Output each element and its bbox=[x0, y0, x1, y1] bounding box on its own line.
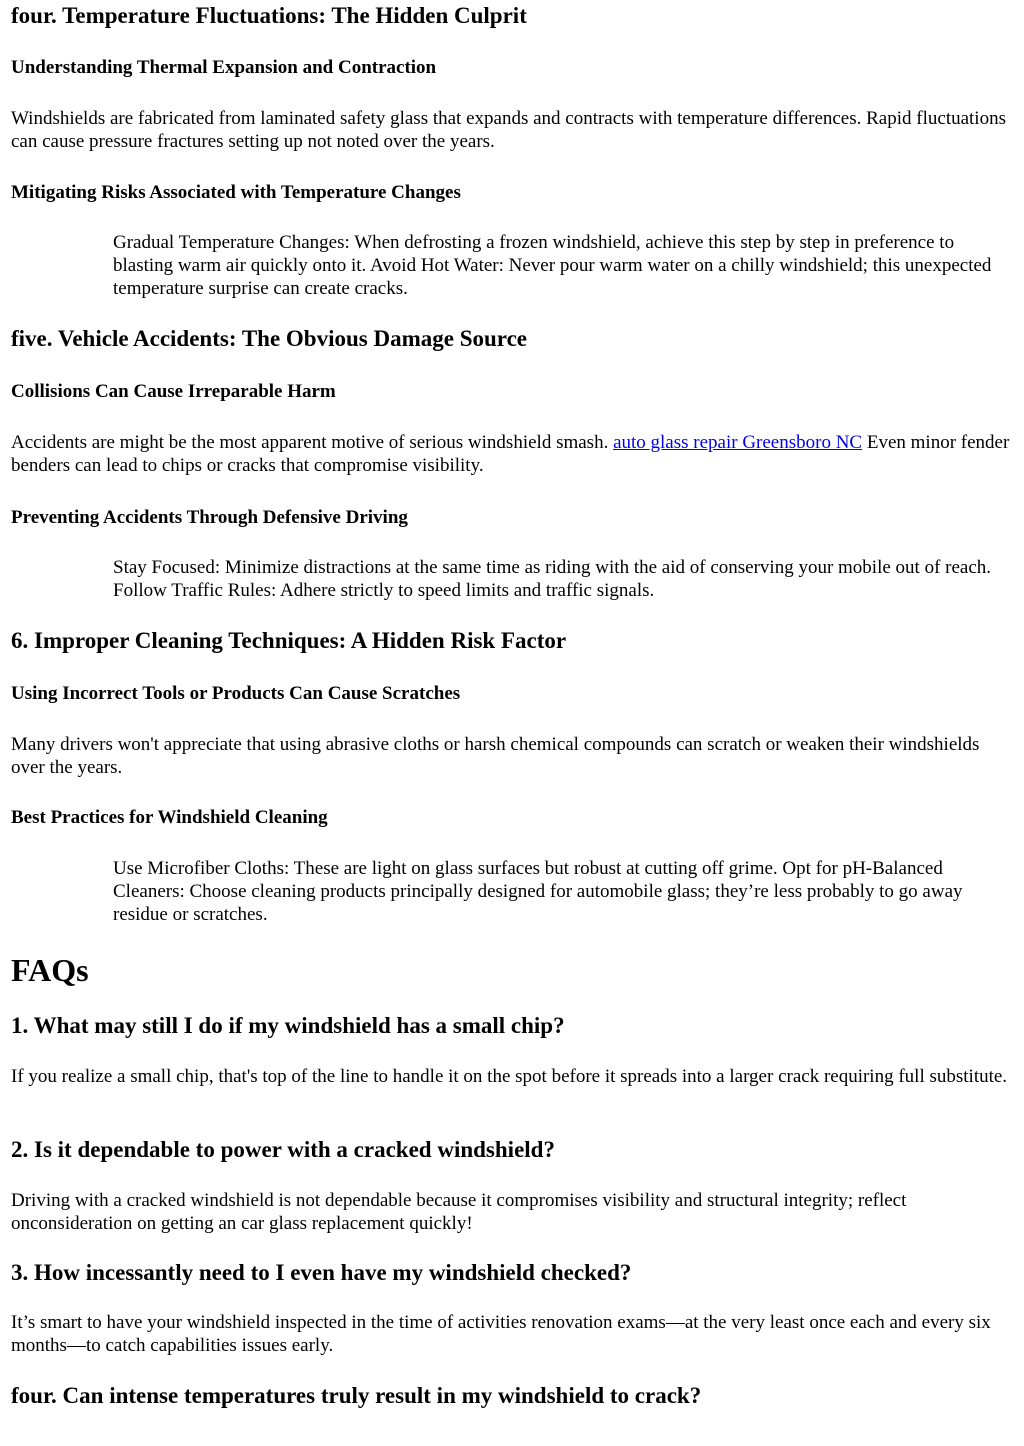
blockquote-driving-tips: Stay Focused: Minimize distractions at the same time as riding with the aid of conserving your mobile out of reach. Follow Traffic Rules: Adhere strictly to speed limits and traffic signals. bbox=[113, 557, 992, 601]
subheading-thermal-expansion: Understanding Thermal Expansion and Contraction bbox=[11, 57, 437, 78]
blockquote-cleaning-tips: Use Microfiber Cloths: These are light on glass surfaces but robust at cutting off grime. Opt for pH-Balanced Cleaners: Choose cleaning products principally designed for automobile glass; they’re less probably to go away residue or scratches. bbox=[113, 858, 963, 925]
faq-question-4: four. Can intense temperatures truly result in my windshield to crack? bbox=[11, 1383, 702, 1408]
subheading-collisions: Collisions Can Cause Irreparable Harm bbox=[11, 381, 336, 402]
faq-question-1: 1. What may still I do if my windshield has a small chip? bbox=[11, 1013, 565, 1038]
faq-answer-2: Driving with a cracked windshield is not dependable because it compromises visibility and structural integrity; reflect onconsideration on getting an car glass replacement quickly! bbox=[11, 1190, 907, 1234]
blockquote-temperature-tips: Gradual Temperature Changes: When defrosting a frozen windshield, achieve this step by step in preference to blasting warm air quickly onto it. Avoid Hot Water: Never pour warm water on a chilly windshield; this unexpected temperature surprise can create cracks. bbox=[113, 232, 992, 299]
auto-glass-repair-link[interactable]: auto glass repair Greensboro NC bbox=[613, 432, 863, 453]
subheading-incorrect-tools: Using Incorrect Tools or Products Can Cause Scratches bbox=[11, 683, 461, 704]
paragraph-incorrect-tools: Many drivers won't appreciate that using abrasive cloths or harsh chemical compounds can scratch or weaken their windshields over the years. bbox=[11, 734, 980, 778]
subheading-defensive-driving: Preventing Accidents Through Defensive Driving bbox=[11, 507, 408, 528]
paragraph-thermal-expansion: Windshields are fabricated from laminated safety glass that expands and contracts with temperature differences. Rapid fluctuations can cause pressure fractures setting up not noted over the years. bbox=[11, 108, 1006, 152]
paragraph-collisions bbox=[11, 431, 1012, 477]
faqs-title: FAQs bbox=[11, 952, 89, 988]
subheading-cleaning-practices: Best Practices for Windshield Cleaning bbox=[11, 807, 328, 828]
section-heading-temperature: four. Temperature Fluctuations: The Hidden Culprit bbox=[11, 3, 527, 28]
faq-question-3: 3. How incessantly need to I even have my windshield checked? bbox=[11, 1260, 632, 1285]
faq-answer-1: If you realize a small chip, that's top of the line to handle it on the spot before it spreads into a larger crack requiring full substitute. bbox=[11, 1066, 1008, 1087]
paragraph-collisions-text-after: Even minor fender benders can lead to chips or cracks that compromise visibility. bbox=[11, 432, 1010, 476]
section-heading-cleaning: 6. Improper Cleaning Techniques: A Hidden Risk Factor bbox=[11, 628, 567, 653]
faq-answer-3: It’s smart to have your windshield inspected in the time of activities renovation exams—at the very least once each and every six months—to catch capabilities issues early. bbox=[11, 1312, 991, 1356]
paragraph-collisions-text-before: Accidents are might be the most apparent motive of serious windshield smash. bbox=[11, 432, 614, 453]
section-heading-accidents: five. Vehicle Accidents: The Obvious Damage Source bbox=[11, 326, 528, 351]
faq-question-2: 2. Is it dependable to power with a cracked windshield? bbox=[11, 1137, 555, 1162]
subheading-mitigating-risks: Mitigating Risks Associated with Temperature Changes bbox=[11, 182, 461, 203]
